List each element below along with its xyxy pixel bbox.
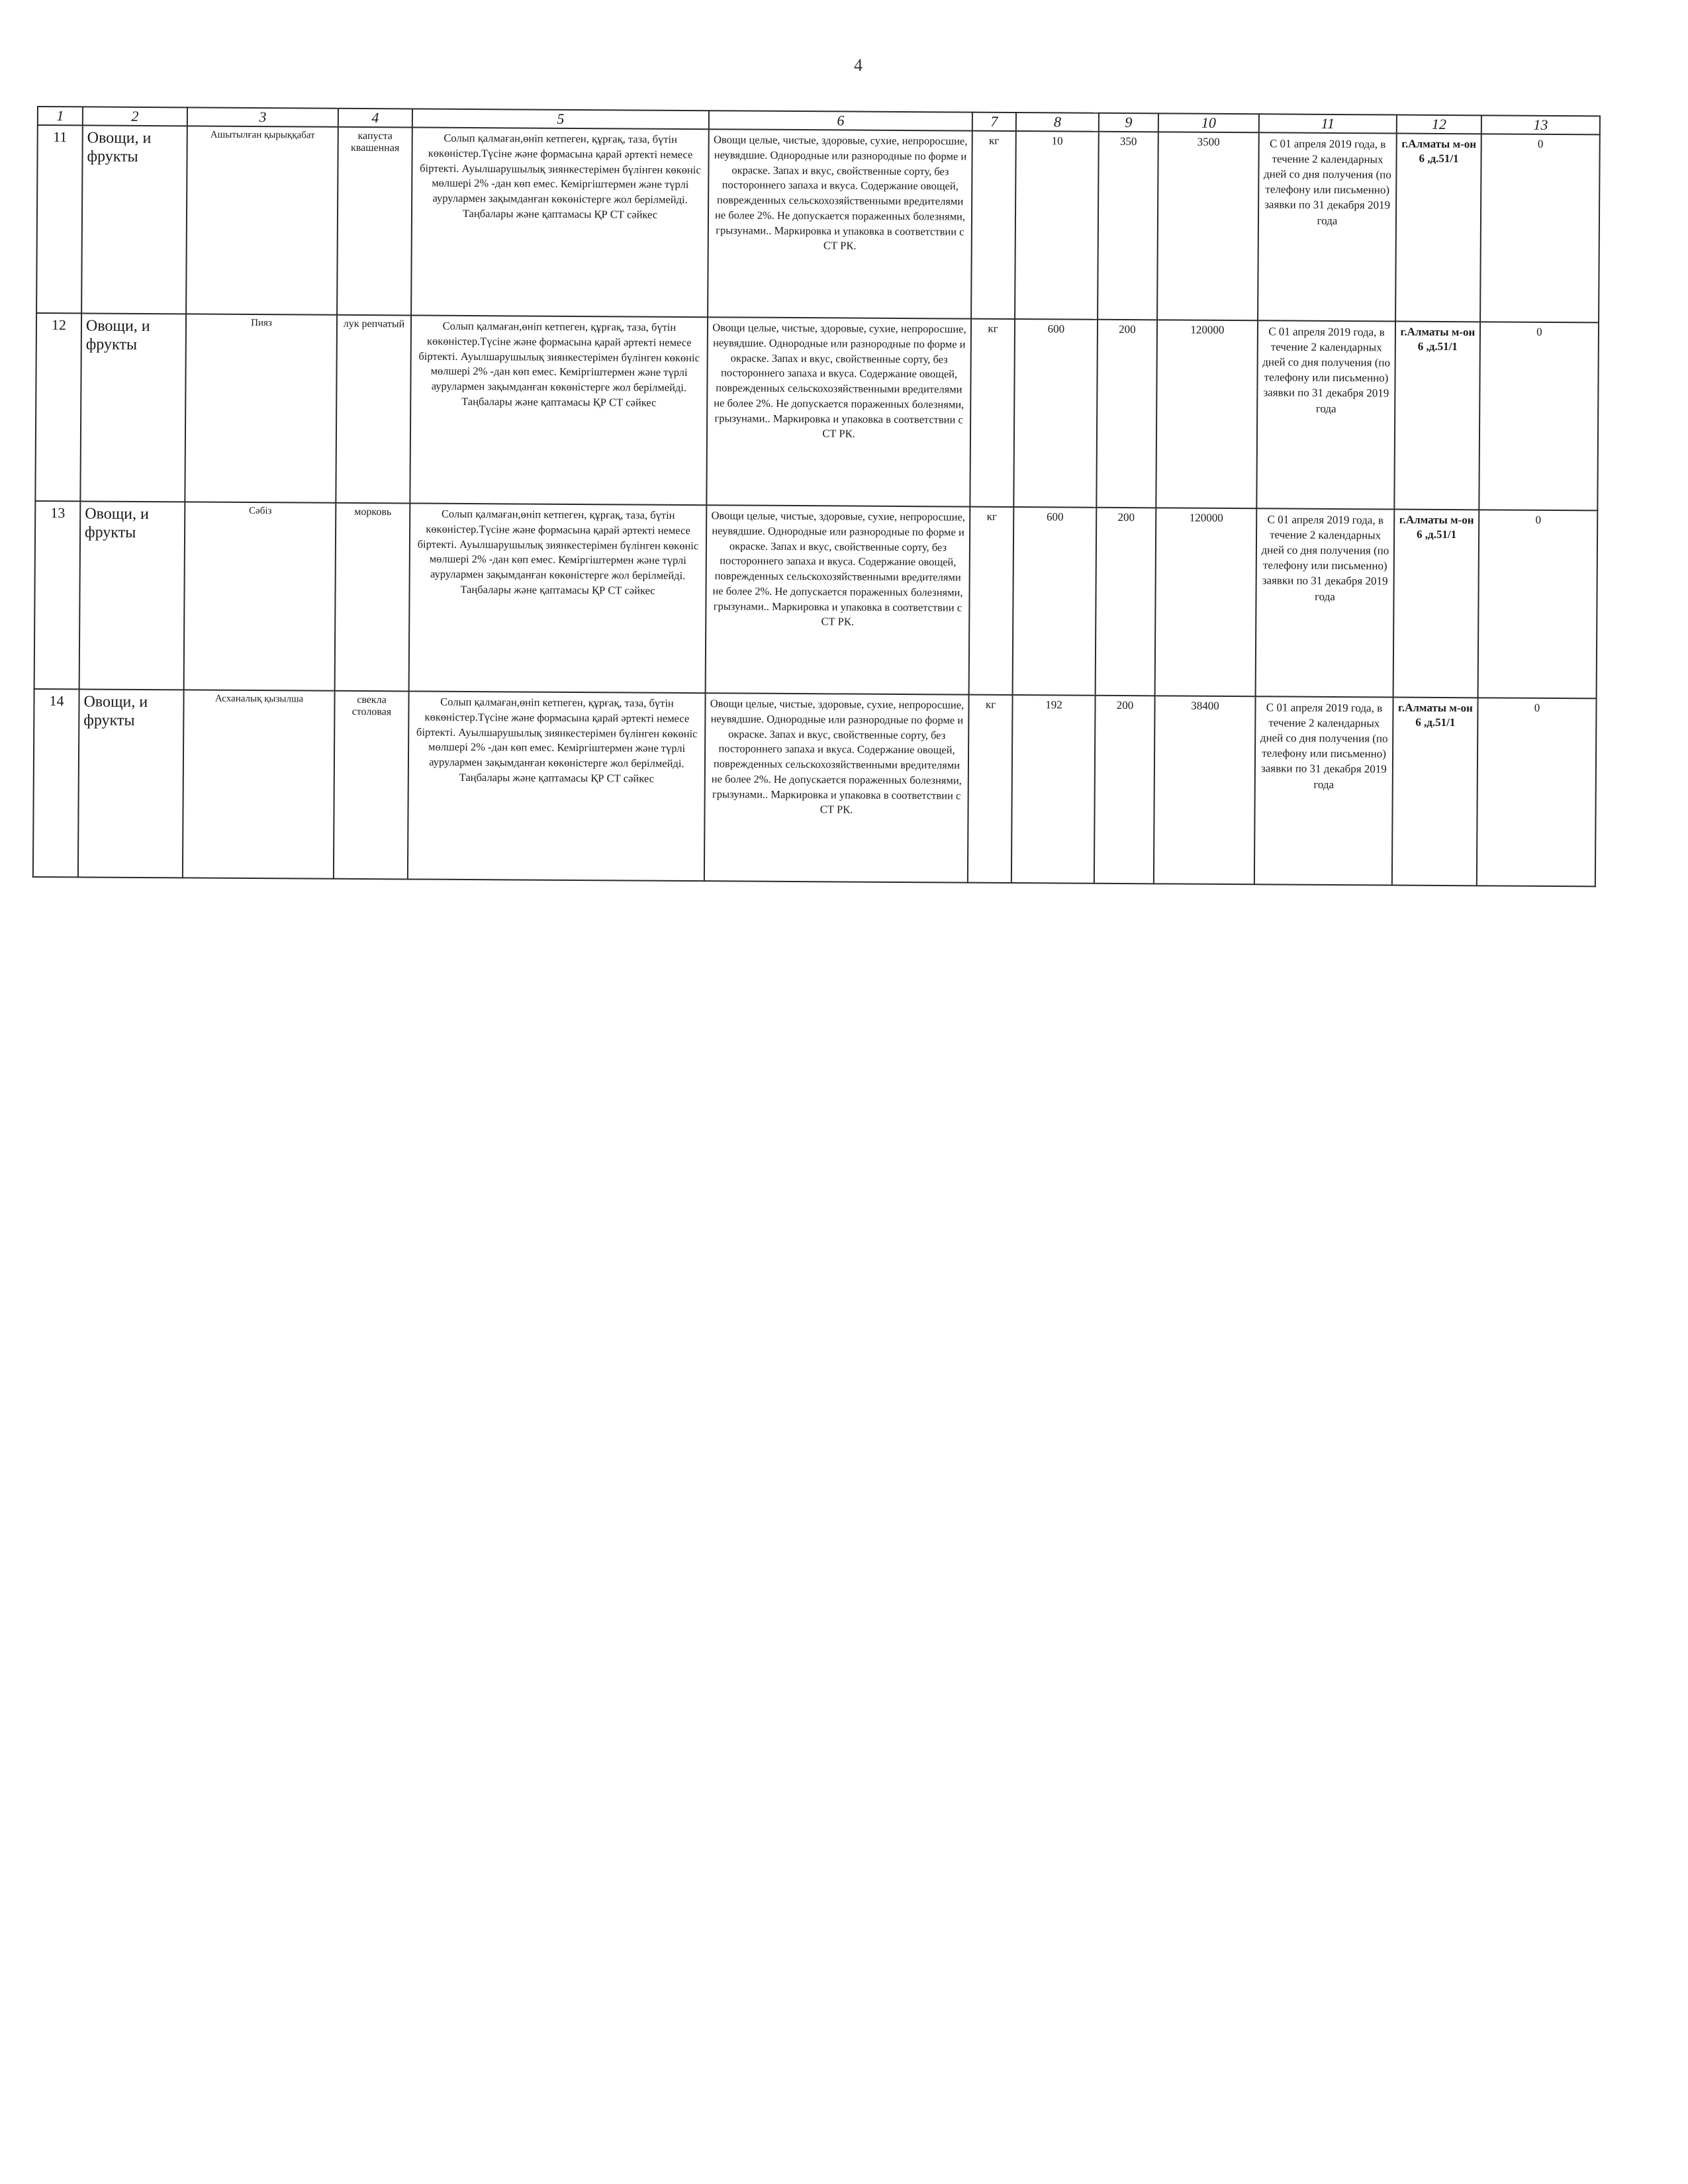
description-kz-cell: Солып қалмаған,өніп кетпеген, құрғақ, таза, бүтін көкөністер.Түсіне және формасына қарай әртекті немесе біртекті. Ауылшарушылық зиянкестерімен бүлінген көкөніс мөлшері 2% -дан көп емес. Кеміргіштермен және түрлі аурулармен зақымданған көкөністерге жол берілмейді. Таңбалары және қаптамасы ҚР СТ сәйкес (409, 503, 707, 693)
quantity-cell: 600 (1013, 507, 1097, 696)
unit-cell: кг (971, 131, 1016, 319)
column-header: 13 (1481, 115, 1600, 134)
delivery-terms-cell: С 01 апреля 2019 года, в течение 2 календарных дней со дня получения (по телефону или письменно) заявки по 31 декабря 2019 года (1256, 508, 1395, 697)
category-cell: Овощи, и фрукты (81, 125, 187, 314)
total-cell: 120000 (1155, 508, 1257, 696)
column-header: 1 (38, 107, 83, 125)
description-ru-cell: Овощи целые, чистые, здоровые, сухие, непроросшие, неувядшие. Однородные или разнородные по форме и окраске. Запах и вкус, свойственные сорту, без постороннего запаха и вкуса. Содержание овощей, поврежденных сельскохозяйственными вредителями не более 2%. Не допускается пораженных болезнями, грызунами.. Маркировка и упаковка в соответствии с СТ РК. (704, 693, 969, 882)
delivery-terms-cell: С 01 апреля 2019 года, в течение 2 календарных дней со дня получения (по телефону или письменно) заявки по 31 декабря 2019 года (1258, 132, 1397, 321)
advance-cell: 0 (1480, 134, 1600, 322)
advance-cell: 0 (1479, 322, 1599, 510)
description-ru-cell: Овощи целые, чистые, здоровые, сухие, непроросшие, неувядшие. Однородные или разнородные по форме и окраске. Запах и вкус, свойственные сорту, без постороннего запаха и вкуса. Содержание овощей, поврежденных сельскохозяйственными вредителями не более 2%. Не допускается пораженных болезнями, грызунами.. Маркировка и упаковка в соответствии с СТ РК. (706, 317, 971, 506)
column-header: 8 (1016, 113, 1099, 132)
category-cell: Овощи, и фрукты (80, 313, 186, 502)
row-number: 11 (36, 125, 83, 313)
column-header: 7 (972, 113, 1016, 131)
quantity-cell: 192 (1011, 695, 1096, 884)
description-ru-cell: Овощи целые, чистые, здоровые, сухие, непроросшие, неувядшие. Однородные или разнородные по форме и окраске. Запах и вкус, свойственные сорту, без постороннего запаха и вкуса. Содержание овощей, поврежденных сельскохозяйственными вредителями не более 2%. Не допускается пораженных болезнями, грызунами.. Маркировка и упаковка в соответствии с СТ РК. (706, 505, 970, 694)
name-ru-cell: капуста квашенная (337, 127, 412, 316)
price-cell: 200 (1096, 320, 1157, 508)
unit-cell: кг (970, 319, 1015, 507)
column-header: 12 (1397, 115, 1481, 134)
price-cell: 200 (1096, 508, 1156, 696)
name-ru-cell: лук репчатый (336, 315, 411, 504)
name-kz-cell: Пияз (185, 314, 337, 502)
name-ru-cell: морковь (335, 503, 410, 692)
advance-cell: 0 (1477, 698, 1597, 886)
procurement-sheet (32, 106, 1599, 887)
quantity-cell: 10 (1015, 131, 1099, 320)
total-cell: 38400 (1154, 696, 1256, 884)
column-header: 4 (338, 109, 412, 128)
name-kz-cell: Ашытылған қырыққабат (186, 126, 338, 314)
quantity-cell: 600 (1013, 319, 1098, 508)
description-kz-cell: Солып қалмаған,өніп кетпеген, құрғақ, таза, бүтін көкөністер.Түсіне және формасына қарай әртекті немесе біртекті. Ауылшарушылық зиянкестерімен бүлінген көкөніс мөлшері 2% -дан көп емес. Кеміргіштермен және түрлі аурулармен зақымданған көкөністерге жол берілмейді. Таңбалары және қаптамасы ҚР СТ сәйкес (411, 127, 709, 317)
category-cell: Овощи, и фрукты (78, 689, 184, 878)
column-header: 3 (187, 107, 338, 126)
column-header: 11 (1259, 114, 1397, 133)
total-cell: 3500 (1157, 132, 1259, 320)
column-header: 10 (1158, 113, 1259, 132)
column-header: 2 (83, 107, 187, 126)
column-header: 9 (1099, 113, 1158, 132)
delivery-address-cell: г.Алматы м-он 6 ,д.51/1 (1394, 322, 1480, 510)
row-number: 14 (33, 689, 79, 877)
column-header: 5 (412, 109, 709, 129)
procurement-table (32, 106, 1601, 887)
unit-cell: кг (968, 695, 1013, 883)
price-cell: 350 (1098, 132, 1158, 320)
delivery-terms-cell: С 01 апреля 2019 года, в течение 2 календарных дней со дня получения (по телефону или письменно) заявки по 31 декабря 2019 года (1254, 696, 1393, 885)
description-kz-cell: Солып қалмаған,өніп кетпеген, құрғақ, таза, бүтін көкөністер.Түсіне және формасына қарай әртекті немесе біртекті. Ауылшарушылық зиянкестерімен бүлінген көкөніс мөлшері 2% -дан көп емес. Кеміргіштермен және түрлі аурулармен зақымданған көкөністерге жол берілмейді. Таңбалары және қаптамасы ҚР СТ сәйкес (408, 691, 706, 881)
total-cell: 120000 (1156, 320, 1258, 508)
table-row (35, 313, 1599, 510)
name-kz-cell: Сәбіз (184, 502, 336, 690)
price-cell: 200 (1094, 696, 1155, 884)
column-header: 6 (709, 111, 972, 130)
delivery-address-cell: г.Алматы м-он 6 ,д.51/1 (1393, 510, 1479, 698)
table-row (36, 125, 1600, 322)
category-cell: Овощи, и фрукты (79, 501, 185, 690)
unit-cell: кг (969, 507, 1014, 695)
name-kz-cell: Асханалық қызылша (183, 690, 335, 878)
row-number: 13 (34, 501, 81, 689)
page-number: 4 (854, 56, 863, 75)
description-ru-cell: Овощи целые, чистые, здоровые, сухие, непроросшие, неувядшие. Однородные или разнородные по форме и окраске. Запах и вкус, свойственные сорту, без постороннего запаха и вкуса. Содержание овощей, поврежденных сельскохозяйственными вредителями не более 2%. Не допускается пораженных болезнями, грызунами.. Маркировка и упаковка в соответствии с СТ РК. (708, 129, 972, 318)
delivery-address-cell: г.Алматы м-он 6 ,д.51/1 (1392, 698, 1478, 886)
table-row (33, 689, 1597, 886)
delivery-address-cell: г.Алматы м-он 6 ,д.51/1 (1395, 134, 1481, 322)
row-number: 12 (35, 313, 81, 501)
name-ru-cell: свекла столовая (334, 691, 409, 880)
delivery-terms-cell: С 01 апреля 2019 года, в течение 2 календарных дней со дня получения (по телефону или письменно) заявки по 31 декабря 2019 года (1256, 320, 1395, 509)
table-row (34, 501, 1598, 698)
description-kz-cell: Солып қалмаған,өніп кетпеген, құрғақ, таза, бүтін көкөністер.Түсіне және формасына қарай әртекті немесе біртекті. Ауылшарушылық зиянкестерімен бүлінген көкөніс мөлшері 2% -дан көп емес. Кеміргіштермен және түрлі аурулармен зақымданған көкөністерге жол берілмейді. Таңбалары және қаптамасы ҚР СТ сәйкес (410, 315, 708, 505)
advance-cell: 0 (1478, 510, 1598, 698)
